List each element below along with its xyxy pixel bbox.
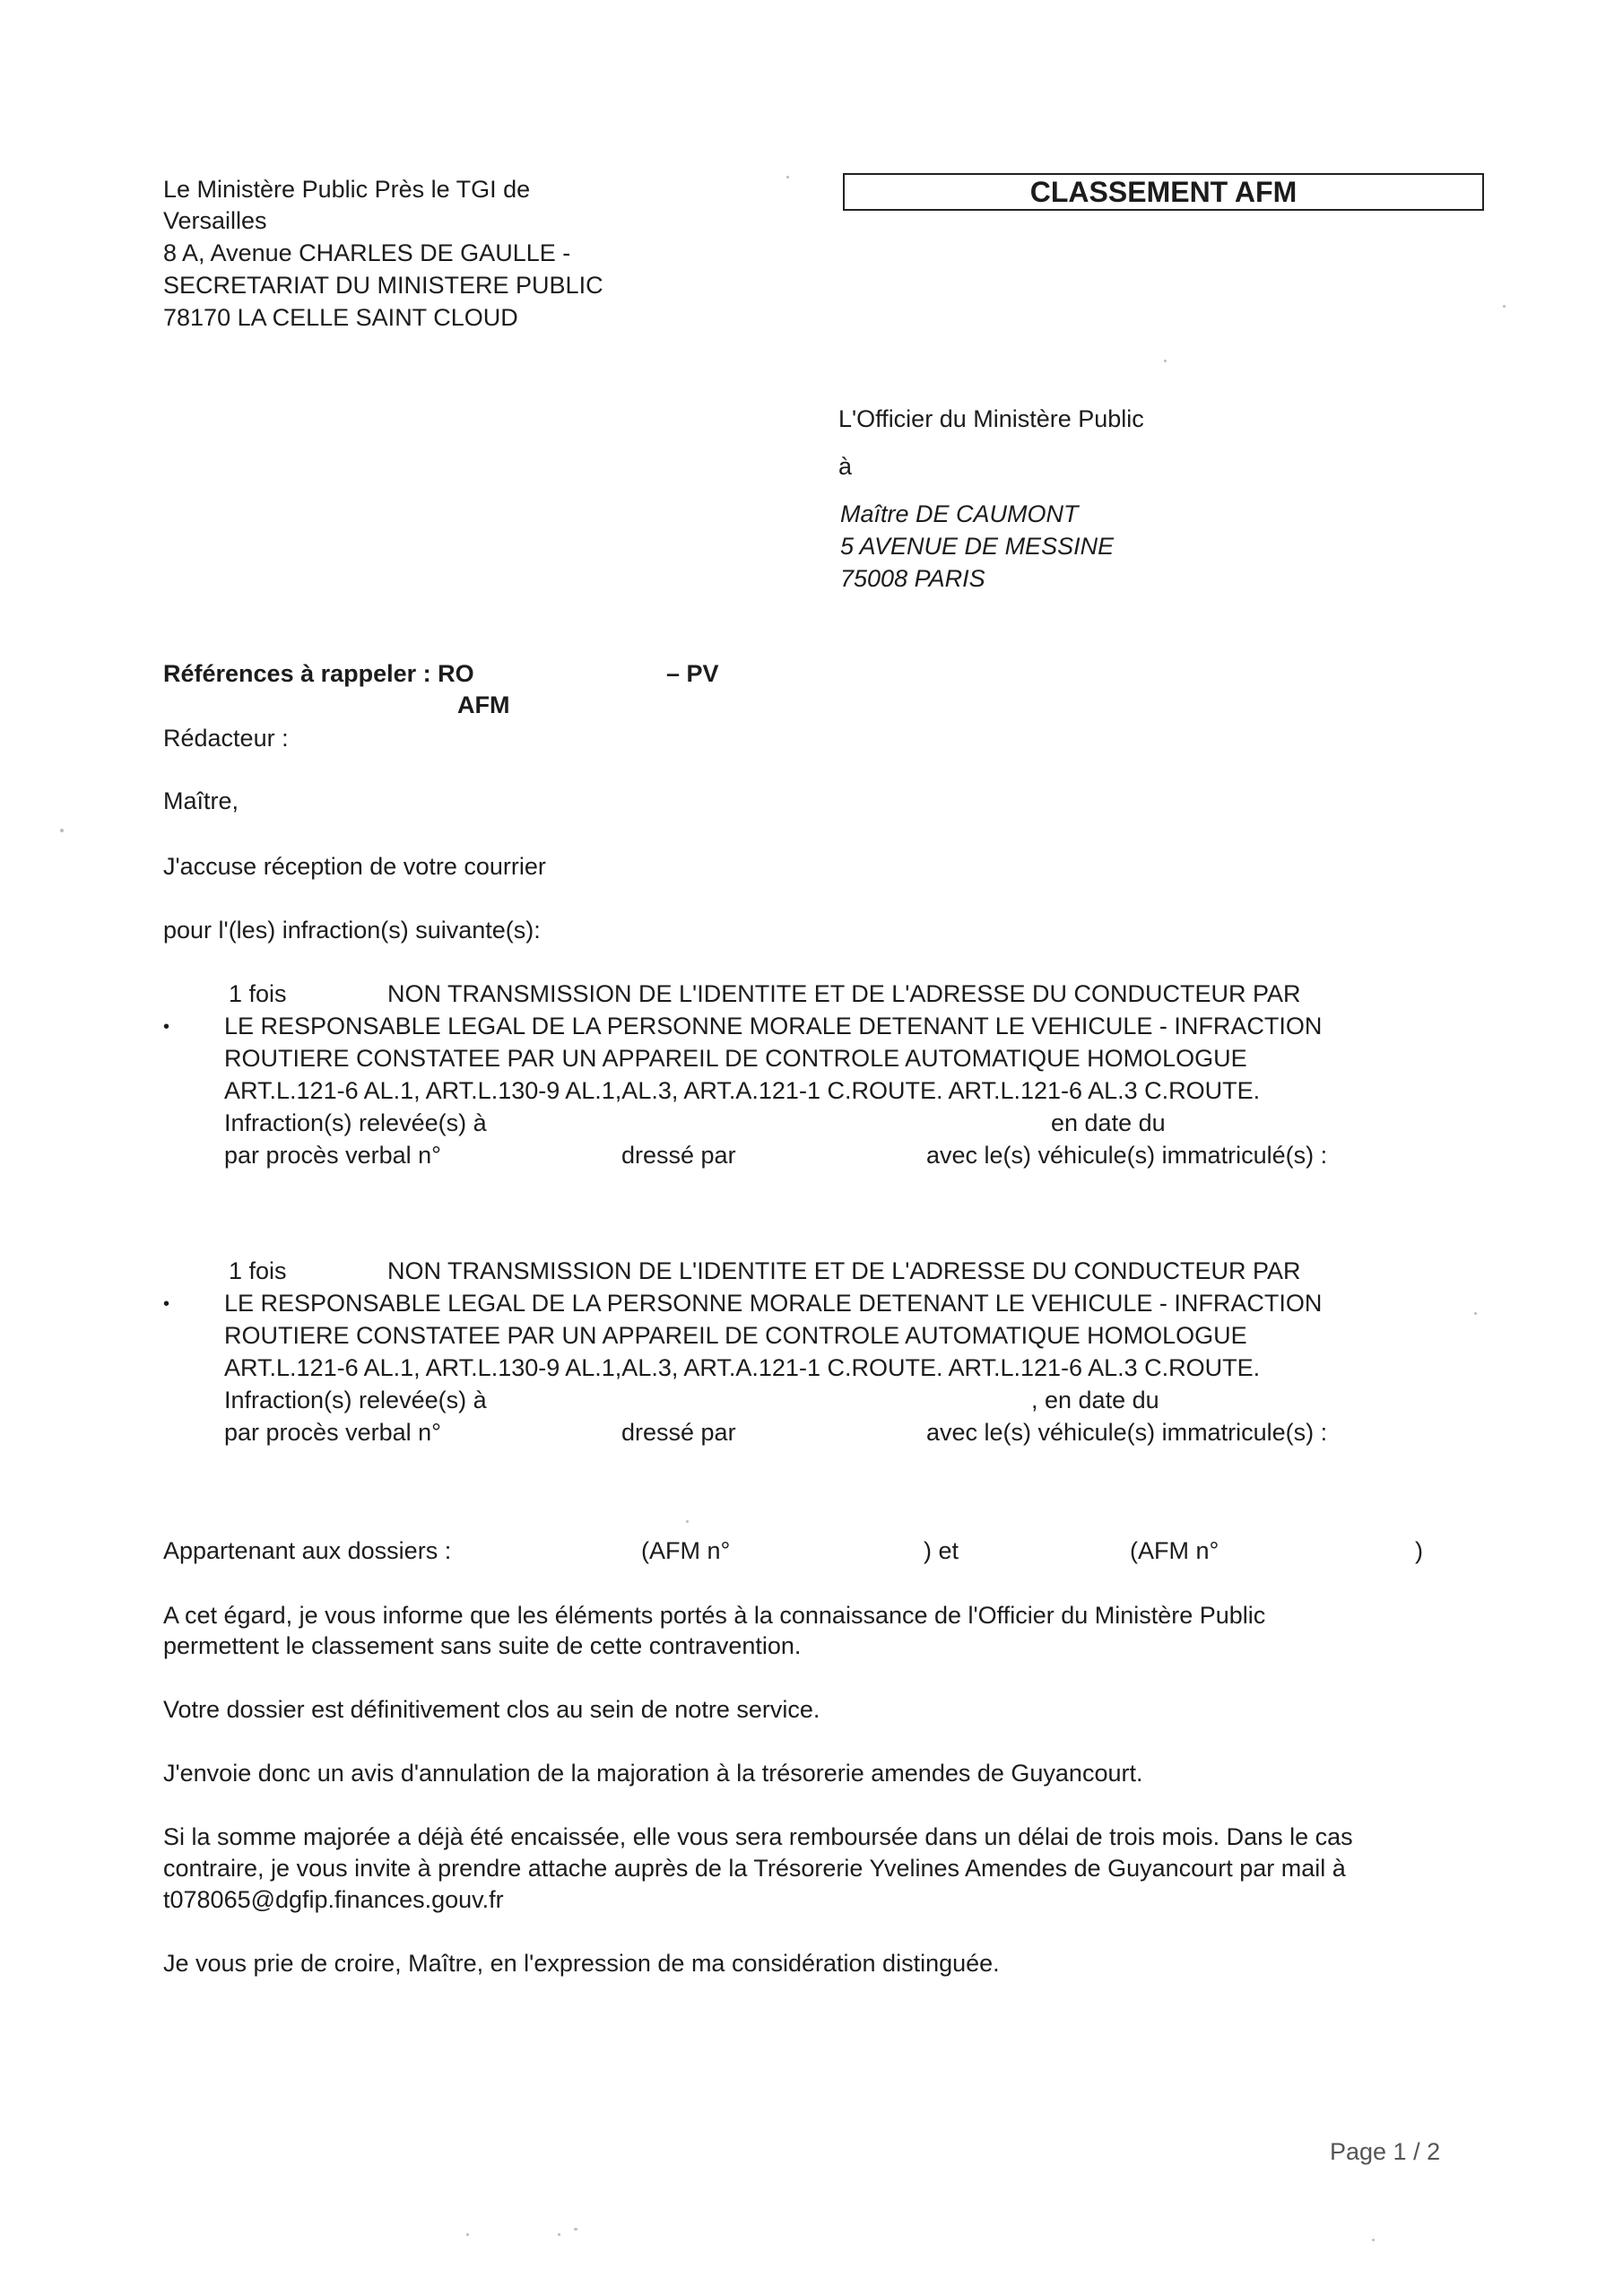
paragraph-1-line-1: A cet égard, je vous informe que les éléments portés à la connaissance de l'Officier du Ministère Public: [163, 1602, 1266, 1629]
infraction-relevee: Infraction(s) relevée(s) à: [224, 1109, 487, 1136]
intro-line-2: pour l'(les) infraction(s) suivante(s):: [163, 917, 541, 944]
scan-speck: [1474, 1312, 1477, 1315]
bullet-icon: •: [163, 1017, 170, 1037]
infraction-dresse: dressé par: [621, 1142, 736, 1169]
paragraph-5: Je vous prie de croire, Maître, en l'expression de ma considération distinguée.: [163, 1950, 1000, 1977]
dossiers-label: Appartenant aux dossiers :: [163, 1537, 452, 1564]
sender-line-5: 78170 LA CELLE SAINT CLOUD: [163, 304, 518, 331]
sender-line-3: 8 A, Avenue CHARLES DE GAULLE -: [163, 239, 571, 266]
infraction-count: 1 fois: [229, 1257, 287, 1284]
scan-speck: [466, 2233, 469, 2236]
paragraph-4-line-1: Si la somme majorée a déjà été encaissée, elle vous sera remboursée dans un délai de trois mois. Dans le cas: [163, 1823, 1353, 1850]
scan-speck: [786, 176, 789, 178]
salutation: Maître,: [163, 787, 239, 814]
paragraph-4-line-2: contraire, je vous invite à prendre attache auprès de la Trésorerie Yvelines Amendes de Guyancourt par mail à: [163, 1855, 1346, 1882]
references-pv: – PV: [666, 660, 719, 687]
dossiers-afm-2: (AFM n°: [1130, 1537, 1219, 1564]
sender-line-1: Le Ministère Public Près le TGI de: [163, 176, 531, 203]
scan-speck: [686, 1520, 689, 1523]
dossiers-close: ): [1415, 1537, 1423, 1564]
infraction-line-2: LE RESPONSABLE LEGAL DE LA PERSONNE MORALE DETENANT LE VEHICULE - INFRACTION: [224, 1013, 1323, 1039]
scan-speck: [1372, 2239, 1375, 2241]
recipient-to: à: [838, 453, 853, 480]
infraction-vehicule: avec le(s) véhicule(s) immatricule(s) :: [926, 1419, 1328, 1446]
references-label: Références à rappeler : RO: [163, 660, 474, 687]
infraction-line-2: LE RESPONSABLE LEGAL DE LA PERSONNE MORALE DETENANT LE VEHICULE - INFRACTION: [224, 1290, 1323, 1317]
infraction-relevee: Infraction(s) relevée(s) à: [224, 1387, 487, 1413]
recipient-street: 5 AVENUE DE MESSINE: [840, 533, 1115, 560]
paragraph-1-line-2: permettent le classement sans suite de cette contravention.: [163, 1632, 802, 1659]
redacteur-label: Rédacteur :: [163, 725, 289, 752]
infraction-pv: par procès verbal n°: [224, 1419, 441, 1446]
email-address: t078065@dgfip.finances.gouv.fr: [163, 1886, 504, 1913]
infraction-vehicule: avec le(s) véhicule(s) immatriculé(s) :: [926, 1142, 1328, 1169]
infraction-pv: par procès verbal n°: [224, 1142, 441, 1169]
dossiers-afm-1: (AFM n°: [641, 1537, 731, 1564]
recipient-name: Maître DE CAUMONT: [840, 500, 1079, 527]
infraction-line-4: ART.L.121-6 AL.1, ART.L.130-9 AL.1,AL.3, ART.A.121-1 C.ROUTE. ART.L.121-6 AL.3 C.ROUTE.: [224, 1077, 1261, 1104]
infraction-line-3: ROUTIERE CONSTATEE PAR UN APPAREIL DE CONTROLE AUTOMATIQUE HOMOLOGUE: [224, 1045, 1247, 1072]
recipient-city: 75008 PARIS: [840, 565, 985, 592]
infraction-count: 1 fois: [229, 980, 287, 1007]
scan-speck: [1164, 360, 1167, 362]
scan-speck: [1503, 305, 1506, 308]
infraction-date: en date du: [1051, 1109, 1166, 1136]
scan-speck: [558, 2233, 560, 2236]
page-number: Page 1 / 2: [1330, 2138, 1441, 2165]
sender-line-2: Versailles: [163, 207, 267, 234]
intro-line-1: J'accuse réception de votre courrier: [163, 853, 546, 880]
infraction-line-4: ART.L.121-6 AL.1, ART.L.130-9 AL.1,AL.3, ART.A.121-1 C.ROUTE. ART.L.121-6 AL.3 C.ROUTE.: [224, 1354, 1261, 1381]
infraction-dresse: dressé par: [621, 1419, 736, 1446]
bullet-icon: •: [163, 1294, 170, 1314]
recipient-from: L'Officier du Ministère Public: [838, 405, 1144, 432]
paragraph-2: Votre dossier est définitivement clos au sein de notre service.: [163, 1696, 820, 1723]
infraction-title: NON TRANSMISSION DE L'IDENTITE ET DE L'ADRESSE DU CONDUCTEUR PAR: [387, 1257, 1301, 1284]
paragraph-3: J'envoie donc un avis d'annulation de la majoration à la trésorerie amendes de Guyancourt.: [163, 1760, 1143, 1787]
infraction-date: , en date du: [1031, 1387, 1159, 1413]
infraction-title: NON TRANSMISSION DE L'IDENTITE ET DE L'ADRESSE DU CONDUCTEUR PAR: [387, 980, 1301, 1007]
references-afm: AFM: [457, 691, 510, 718]
scan-speck: [574, 2228, 577, 2231]
classement-box: CLASSEMENT AFM: [843, 173, 1484, 211]
dossiers-et: ) et: [924, 1537, 959, 1564]
scan-speck: [60, 829, 64, 832]
infraction-line-3: ROUTIERE CONSTATEE PAR UN APPAREIL DE CONTROLE AUTOMATIQUE HOMOLOGUE: [224, 1322, 1247, 1349]
sender-line-4: SECRETARIAT DU MINISTERE PUBLIC: [163, 272, 603, 299]
